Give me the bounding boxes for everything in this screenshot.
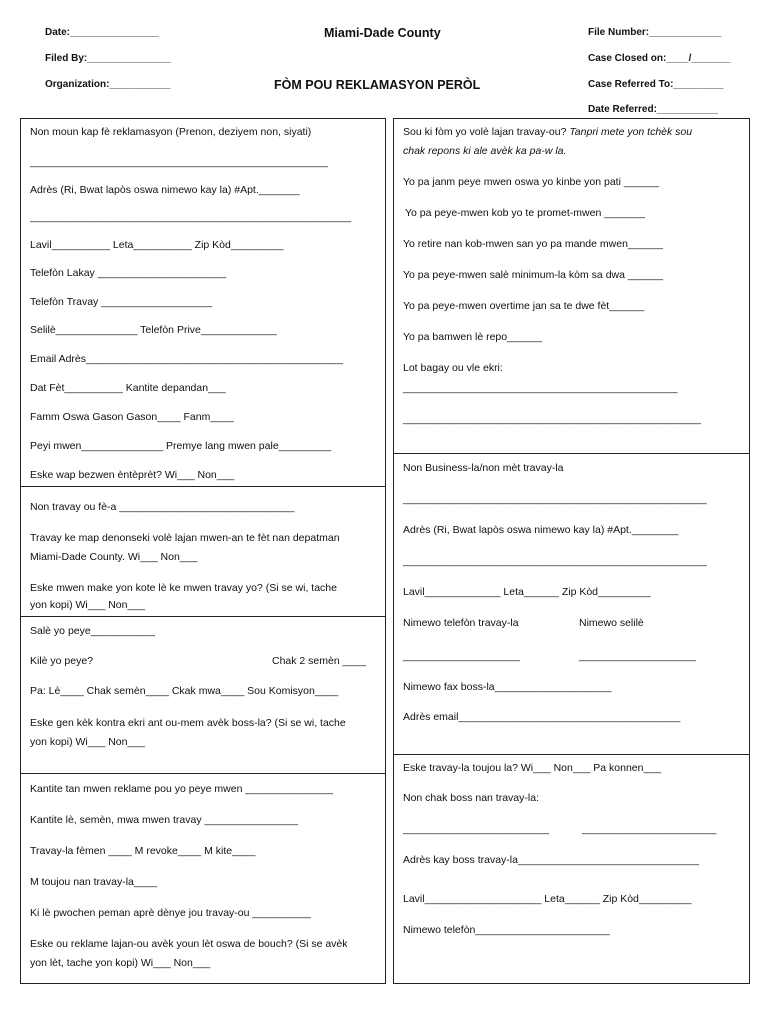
home-phone-input[interactable]: Telefòn Lakay ______________________ <box>30 267 227 279</box>
cell-phone-input[interactable]: Selilè______________ Telefòn Prive_____________ <box>30 324 277 336</box>
boss-name-input-1[interactable]: _________________________ <box>403 823 549 835</box>
other-reason-line-2[interactable]: ___________________________________________________ <box>403 413 701 425</box>
county-title: Miami-Dade County <box>324 26 441 40</box>
boss-phone-input[interactable]: Nimewo telefòn_______________________ <box>403 924 610 936</box>
case-closed-field[interactable]: Case Closed on:____/_______ <box>588 53 731 64</box>
reason-deductions[interactable]: Yo retire nan kob-mwen san yo pa mande mwen______ <box>403 238 663 250</box>
still-open-options[interactable]: Eske travay-la toujou la? Wi___ Non___ Pa konnen___ <box>403 762 661 774</box>
work-phone-input[interactable]: Telefòn Travay ___________________ <box>30 296 213 308</box>
claimant-address-line[interactable]: _______________________________________________________ <box>30 211 352 223</box>
email-input[interactable]: Email Adrès____________________________________________ <box>30 353 343 365</box>
business-city-input[interactable]: Lavil_____________ Leta______ Zip Kòd_________ <box>403 586 651 598</box>
last-payment-input[interactable]: Ki lè pwochen peman aprè dènye jou travay-ou __________ <box>30 907 311 919</box>
two-weeks-option[interactable]: Chak 2 semèn ____ <box>272 655 366 667</box>
when-paid-label: Kilè yo peye? <box>30 655 94 667</box>
reason-overtime[interactable]: Yo pa peye-mwen overtime jan sa te dwe fèt______ <box>403 300 645 312</box>
interpreter-input[interactable]: Eske wap bezwen èntèprèt? Wi___ Non___ <box>30 469 235 481</box>
job-name-input[interactable]: Non travay ou fè-a ______________________________ <box>30 501 295 513</box>
still-working-option[interactable]: M toujou nan travay-la____ <box>30 876 158 888</box>
reasons-question: Sou ki fòm yo volè lajan travay-ou? Tanpri mete yon tchèk sou <box>403 126 693 138</box>
business-name-label: Non Business-la/non mèt travay-la <box>403 462 564 474</box>
boss-address-input[interactable]: Adrès kay boss travay-la_______________________________ <box>403 854 699 866</box>
case-referred-field[interactable]: Case Referred To:_________ <box>588 79 724 90</box>
other-job-answer[interactable]: yon kopi) Wi___ Non___ <box>30 599 145 611</box>
oral-claim-answer[interactable]: yon lèt, tache yon kopi) Wi___ Non___ <box>30 957 211 969</box>
boss-name-input-2[interactable]: _______________________ <box>582 823 717 835</box>
work-location-text: Travay ke map denonseki volè lajan mwen-an te fèt nan depatman <box>30 532 340 544</box>
pay-frequency-options[interactable]: Pa: Lè____ Chak semèn____ Ckak mwa____ Sou Komisyon____ <box>30 685 339 697</box>
oral-claim-text: Eske ou reklame lajan-ou avèk youn lèt oswa de bouch? (Si se avèk <box>30 938 348 950</box>
organization-field[interactable]: Organization:___________ <box>45 79 171 90</box>
dob-input[interactable]: Dat Fèt__________ Kantite depandan___ <box>30 382 226 394</box>
work-location-answer[interactable]: Miami-Dade County. Wi___ Non___ <box>30 551 198 563</box>
boss-name-label: Non chak boss nan travay-la: <box>403 792 539 804</box>
business-name-input[interactable]: ____________________________________________________ <box>403 493 707 505</box>
gender-input[interactable]: Famm Oswa Gason Gason____ Fanm____ <box>30 411 234 423</box>
business-cell-input[interactable]: ____________________ <box>579 650 696 662</box>
business-address-input[interactable]: Adrès (Ri, Bwat lapòs oswa nimewo kay la) #Apt.________ <box>403 524 679 536</box>
claim-amount-input[interactable]: Kantite tan mwen reklame pou yo peye mwen _______________ <box>30 783 333 795</box>
claimant-city-input[interactable]: Lavil__________ Leta__________ Zip Kòd_________ <box>30 239 284 251</box>
business-phone-label: Nimewo telefòn travay-la <box>403 617 519 629</box>
salary-input[interactable]: Salè yo peye___________ <box>30 625 155 637</box>
claimant-name-input[interactable]: ___________________________________________________ <box>30 156 328 168</box>
form-title: FÒM POU REKLAMASYON PERÒL <box>274 78 481 92</box>
business-phone-input[interactable]: ____________________ <box>403 650 520 662</box>
business-email-input[interactable]: Adrès email______________________________________ <box>403 711 681 723</box>
claimant-address-input[interactable]: Adrès (Ri, Bwat lapòs oswa nimewo kay la) #Apt._______ <box>30 184 300 196</box>
claimant-name-label: Non moun kap fè reklamasyon (Prenon, deziyem non, siyati) <box>30 126 312 138</box>
country-input[interactable]: Peyi mwen______________ Premye lang mwen pale_________ <box>30 440 332 452</box>
business-address-line[interactable]: ____________________________________________________ <box>403 555 707 567</box>
date-referred-field[interactable]: Date Referred:___________ <box>588 104 719 115</box>
boss-city-input[interactable]: Lavil____________________ Leta______ Zip Kòd_________ <box>403 893 692 905</box>
file-number-field[interactable]: File Number:_____________ <box>588 27 722 38</box>
open-section <box>393 754 750 984</box>
reason-breaks[interactable]: Yo pa bamwen lè repo______ <box>403 331 543 343</box>
other-reason-line-1[interactable]: _______________________________________________ <box>403 382 678 394</box>
reasons-section <box>393 118 750 454</box>
contract-text: Eske gen kèk kontra ekri ant ou-mem avèk boss-la? (Si se wi, tache <box>30 717 346 729</box>
filed-by-field[interactable]: Filed By:_______________ <box>45 53 171 64</box>
other-reason-label: Lot bagay ou vle ekri: <box>403 362 503 374</box>
reason-minimum-wage[interactable]: Yo pa peye-mwen salè minimum-la kòm sa dwa ______ <box>403 269 663 281</box>
contract-answer[interactable]: yon kopi) Wi___ Non___ <box>30 736 145 748</box>
date-field[interactable]: Date:________________ <box>45 27 159 38</box>
reasons-instruction: chak repons ki ale avèk ka pa-w la. <box>403 145 567 157</box>
other-job-text: Eske mwen make yon kote lè ke mwen travay yo? (Si se wi, tache <box>30 582 337 594</box>
work-period-input[interactable]: Kantite lè, semèn, mwa mwen travay ________________ <box>30 814 298 826</box>
reason-promised-pay[interactable]: Yo pa peye-mwen kob yo te promet-mwen _______ <box>405 207 646 219</box>
business-cell-label: Nimewo selilè <box>579 617 644 629</box>
business-fax-input[interactable]: Nimewo fax boss-la____________________ <box>403 681 612 693</box>
reason-not-paid[interactable]: Yo pa janm peye mwen oswa yo kinbe yon pati ______ <box>403 176 659 188</box>
job-status-options[interactable]: Travay-la fèmen ____ M revoke____ M kite____ <box>30 845 256 857</box>
